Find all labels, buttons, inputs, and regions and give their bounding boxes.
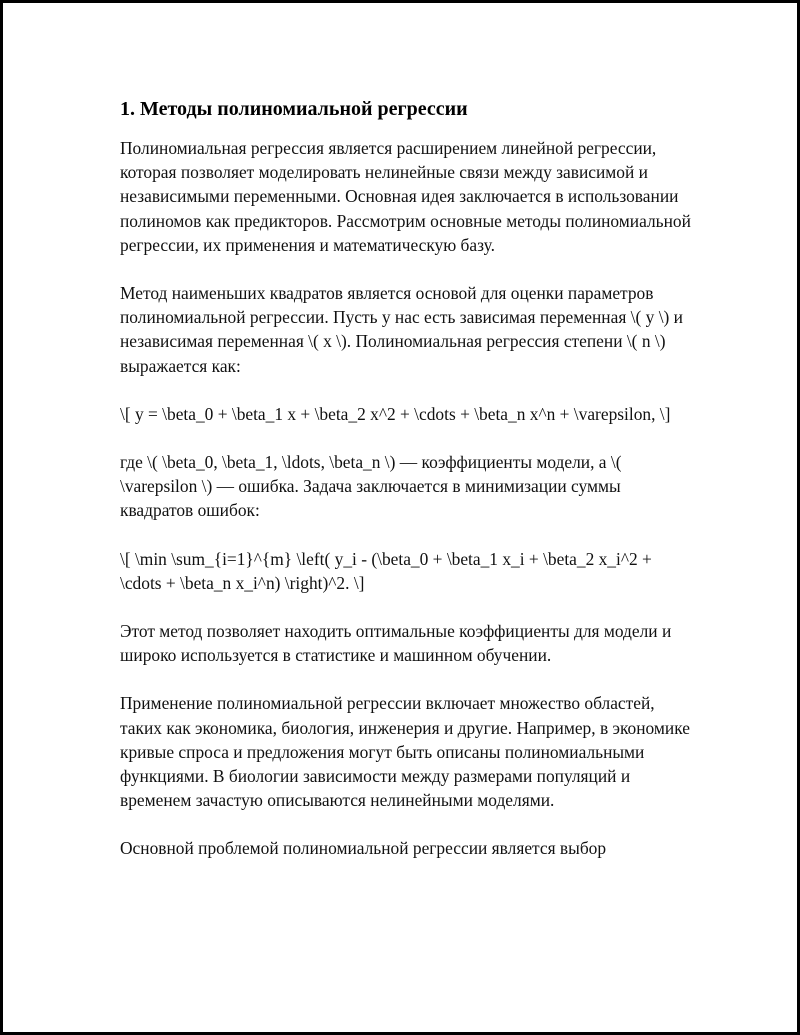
paragraph-least-squares: Метод наименьших квадратов является основой для оценки параметров полиномиальной регрессии. Пусть у нас есть зависимая переменная \( y \) и независимая переменная \( x \). Полиномиальная регрессия степени \( n \) выражается как: bbox=[120, 283, 683, 376]
paragraph-main-problem: Основной проблемой полиномиальной регрессии является выбор bbox=[120, 838, 607, 859]
document-body bbox=[120, 96, 695, 885]
paragraph-intro: Полиномиальная регрессия является расширением линейной регрессии, которая позволяет моделировать нелинейные связи между зависимой и независимыми переменными. Основная идея заключается в использовании полиномов как предикторов. Рассмотрим основные методы полиномиальной регрессии, их применения и математическую базу. bbox=[120, 138, 691, 255]
paragraph-method-usage: Этот метод позволяет находить оптимальные коэффициенты для модели и широко используется в статистике и машинном обучении. bbox=[120, 621, 672, 666]
formula-minimization: \[ \min \sum_{i=1}^{m} \left( y_i - (\beta_0 + \beta_1 x_i + \beta_2 x_i^2 + \cdots + \beta_n x_i^n) \right)^2. \] bbox=[120, 548, 652, 593]
paragraph-applications: Применение полиномиальной регрессии включает множество областей, таких как экономика, биология, инженерия и другие. Например, в экономике кривые спроса и предложения могут быть описаны полиномиальными функциями. В биологии зависимости между размерами популяций и временем зачастую описываются нелинейными моделями. bbox=[120, 693, 690, 811]
paragraph-coefficients: где \( \beta_0, \beta_1, \ldots, \beta_n \) — коэффициенты модели, а \( \varepsilon \) — ошибка. Задача заключается в минимизации суммы квадратов ошибок: bbox=[120, 452, 622, 521]
formula-polynomial-model: \[ y = \beta_0 + \beta_1 x + \beta_2 x^2 + \cdots + \beta_n x^n + \varepsilon, \] bbox=[120, 403, 671, 424]
section-heading: 1. Методы полиномиальной регрессии bbox=[120, 98, 468, 120]
